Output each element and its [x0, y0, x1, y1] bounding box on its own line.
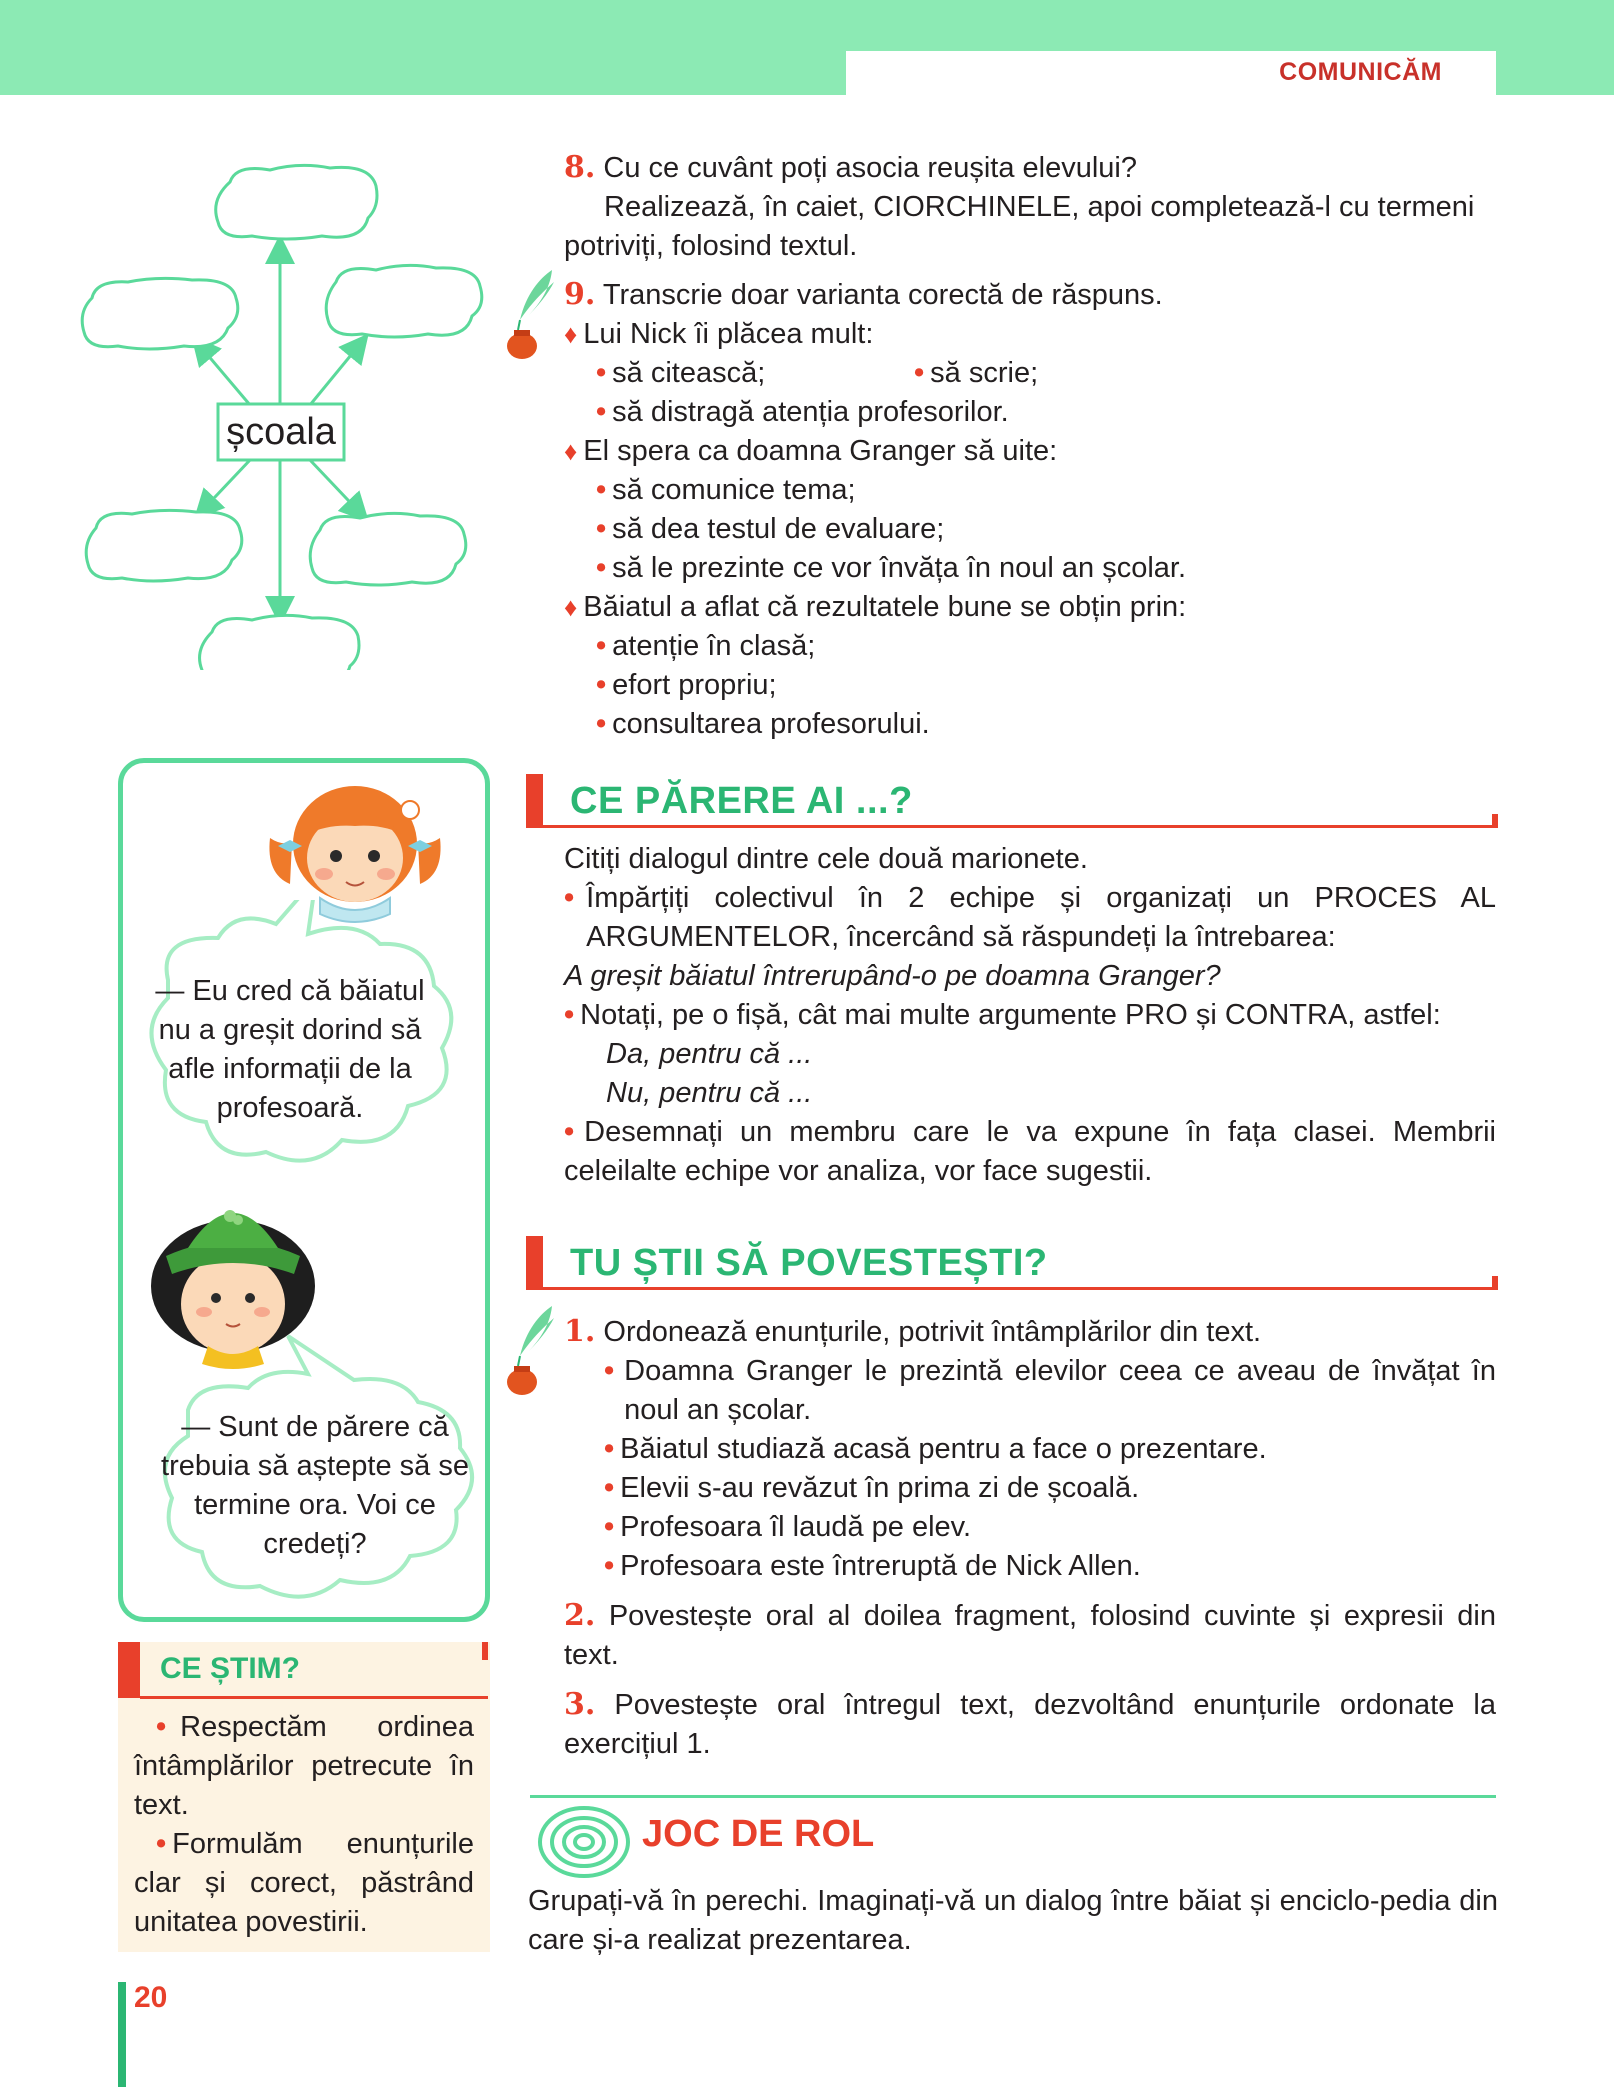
- exercise-number: 9.: [564, 277, 596, 312]
- option: consultarea profesorului.: [612, 708, 930, 740]
- exercise-9-instruction: Transcrie doar varianta corectă de răspuns.: [602, 279, 1163, 311]
- exercise-8-line3: potriviți, folosind textul.: [564, 230, 858, 262]
- spiral-icon: [536, 1800, 632, 1880]
- option: să comunice tema;: [612, 474, 856, 506]
- paragraph: Împărțiți colectivul în 2 echipe și organizați un PROCES AL ARGUMENTELOR, încercând să răspundeți la întrebarea:: [586, 882, 1496, 953]
- exercise-number: 3.: [564, 1687, 596, 1722]
- bullet-icon: •: [596, 357, 607, 389]
- exercise-9: [564, 275, 1496, 744]
- bullet-icon: •: [156, 1828, 167, 1860]
- section-ce-parere-ai-body: [564, 840, 1496, 1191]
- bullet-icon: •: [604, 1433, 615, 1465]
- speech-text-boy: — Sunt de părere că trebuia să aștepte să se termine ora. Voi ce credeți?: [161, 1411, 469, 1560]
- question-2: El spera ca doamna Granger să uite:: [583, 435, 1058, 467]
- heading-tick: [1492, 1276, 1498, 1290]
- bullet-icon: •: [596, 630, 607, 662]
- section-title: CE PĂRERE AI ...?: [570, 780, 913, 822]
- ce-stim-title: CE ȘTIM?: [160, 1652, 300, 1685]
- exercise-2-text: Povestește oral al doilea fragment, folosind cuvinte și expresii din text.: [564, 1600, 1496, 1671]
- bullet-icon: •: [914, 357, 925, 389]
- bullet-icon: •: [564, 999, 575, 1031]
- bullet-icon: •: [564, 882, 575, 914]
- heading-bar: [526, 774, 543, 828]
- option: să distragă atenția profesorilor.: [612, 396, 1009, 428]
- argument-template: Da, pentru că ...: [606, 1038, 813, 1070]
- diamond-bullet-icon: ♦: [564, 436, 578, 466]
- exercise-number: 1.: [564, 1314, 596, 1349]
- heading-rule: [543, 825, 1498, 828]
- option: să dea testul de evaluare;: [612, 513, 945, 545]
- paragraph: Notați, pe o fișă, cât mai multe argumente PRO și CONTRA, astfel:: [580, 999, 1441, 1031]
- question-italic: A greșit băiatul întrerupând-o pe doamna Granger?: [564, 960, 1221, 992]
- bullet-icon: •: [596, 552, 607, 584]
- sentence-item: Doamna Granger le prezintă elevilor ceea ce aveau de învățat în noul an școlar.: [624, 1355, 1496, 1426]
- section-title: TU ȘTII SĂ POVESTEȘTI?: [570, 1242, 1048, 1284]
- sentence-item: Profesoara este întreruptă de Nick Allen.: [620, 1550, 1141, 1582]
- empty-cloud-bottom-left: [86, 510, 242, 581]
- center-label: școala: [226, 411, 336, 453]
- option: atenție în clasă;: [612, 630, 816, 662]
- heading-tick: [1492, 814, 1498, 828]
- option: să le prezinte ce vor învăța în noul an școlar.: [612, 552, 1187, 584]
- exercise-3-text: Povestește oral întregul text, dezvoltând enunțurile ordonate la exercițiul 1.: [564, 1689, 1496, 1760]
- section-heading-tu-stii-sa-povestesti: [526, 1236, 1498, 1290]
- bullet-icon: •: [604, 1355, 615, 1387]
- bullet-icon: •: [596, 474, 607, 506]
- empty-cloud-bottom-right: [310, 513, 466, 585]
- bullet-icon: •: [604, 1511, 615, 1543]
- bullet-icon: •: [604, 1472, 615, 1504]
- page-number: 20: [134, 1981, 168, 2014]
- heading-rule: [140, 1696, 488, 1699]
- heading-rule: [543, 1287, 1498, 1290]
- exercise-1-text: Ordonează enunțurile, potrivit întâmplărilor din text.: [603, 1316, 1262, 1348]
- quill-inkpot-icon: [502, 268, 562, 360]
- concept-map-diagram: [80, 150, 540, 670]
- exercise-8-line2: Realizează, în caiet, CIORCHINELE, apoi completează-l cu termeni: [604, 191, 1475, 223]
- page-number-bar: [118, 1982, 126, 2087]
- bullet-icon: •: [156, 1711, 167, 1743]
- chapter-label: COMUNICĂM: [1279, 58, 1442, 86]
- heading-bar: [118, 1642, 140, 1698]
- option: să scrie;: [930, 357, 1039, 389]
- heading-bar: [526, 1236, 543, 1290]
- empty-cloud-right: [326, 265, 482, 337]
- diamond-bullet-icon: ♦: [564, 592, 578, 622]
- bullet-icon: •: [564, 1116, 575, 1148]
- arrow-up-left: [195, 340, 250, 405]
- joc-de-rol-text: Grupați-vă în perechi. Imaginați-vă un dialog între băiat și enciclo-pedia din care și-a realizat prezentarea.: [528, 1885, 1498, 1956]
- question-3: Băiatul a aflat că rezultatele bune se obțin prin:: [583, 591, 1187, 623]
- empty-cloud-top: [216, 165, 377, 239]
- question-1: Lui Nick îi plăcea mult:: [583, 318, 874, 350]
- sentence-item: Profesoara îl laudă pe elev.: [620, 1511, 972, 1543]
- exercise-8: [564, 148, 1496, 266]
- bullet-icon: •: [604, 1550, 615, 1582]
- arrow-down-left: [198, 460, 250, 515]
- sentence-item: Băiatul studiază acasă pentru a face o prezentare.: [620, 1433, 1267, 1465]
- option: efort propriu;: [612, 669, 777, 701]
- argument-template: Nu, pentru că ...: [606, 1077, 813, 1109]
- empty-cloud-left: [82, 278, 238, 349]
- ce-stim-items: [134, 1708, 474, 1942]
- ce-stim-item: Respectăm ordinea întâmplărilor petrecute în text.: [134, 1711, 474, 1821]
- heading-tick: [482, 1642, 488, 1660]
- arrow-up-right: [310, 338, 365, 405]
- joc-de-rol-title: JOC DE ROL: [642, 1813, 875, 1855]
- section-heading-ce-parere-ai: [526, 774, 1498, 828]
- bullet-icon: •: [596, 396, 607, 428]
- joc-divider: [530, 1795, 1496, 1798]
- exercise-number: 8.: [564, 150, 596, 185]
- paragraph: Desemnați un membru care le va expune în fața clasei. Membrii celeilalte echipe vor analiza, vor face sugestii.: [564, 1116, 1496, 1187]
- ce-stim-item: Formulăm enunțurile clar și corect, păstrând unitatea povestirii.: [134, 1828, 474, 1938]
- speech-text-girl: — Eu cred că băiatul nu a greșit dorind să afle informații de la profesoară.: [155, 975, 425, 1124]
- ce-stim-box: [118, 1642, 490, 1952]
- sentence-item: Elevii s-au revăzut în prima zi de școală.: [620, 1472, 1140, 1504]
- diamond-bullet-icon: ♦: [564, 319, 578, 349]
- exercise-8-line1: Cu ce cuvânt poți asocia reușita elevului?: [603, 152, 1137, 184]
- option: să citească;: [612, 357, 766, 389]
- arrow-down-right: [310, 460, 365, 518]
- empty-cloud-bottom: [200, 615, 359, 670]
- bullet-icon: •: [596, 708, 607, 740]
- quill-inkpot-icon: [502, 1304, 562, 1396]
- bullet-icon: •: [596, 669, 607, 701]
- exercise-number: 2.: [564, 1598, 596, 1633]
- paragraph: Citiți dialogul dintre cele două marionete.: [564, 843, 1088, 875]
- section-tu-stii-body: [564, 1312, 1496, 1764]
- bullet-icon: •: [596, 513, 607, 545]
